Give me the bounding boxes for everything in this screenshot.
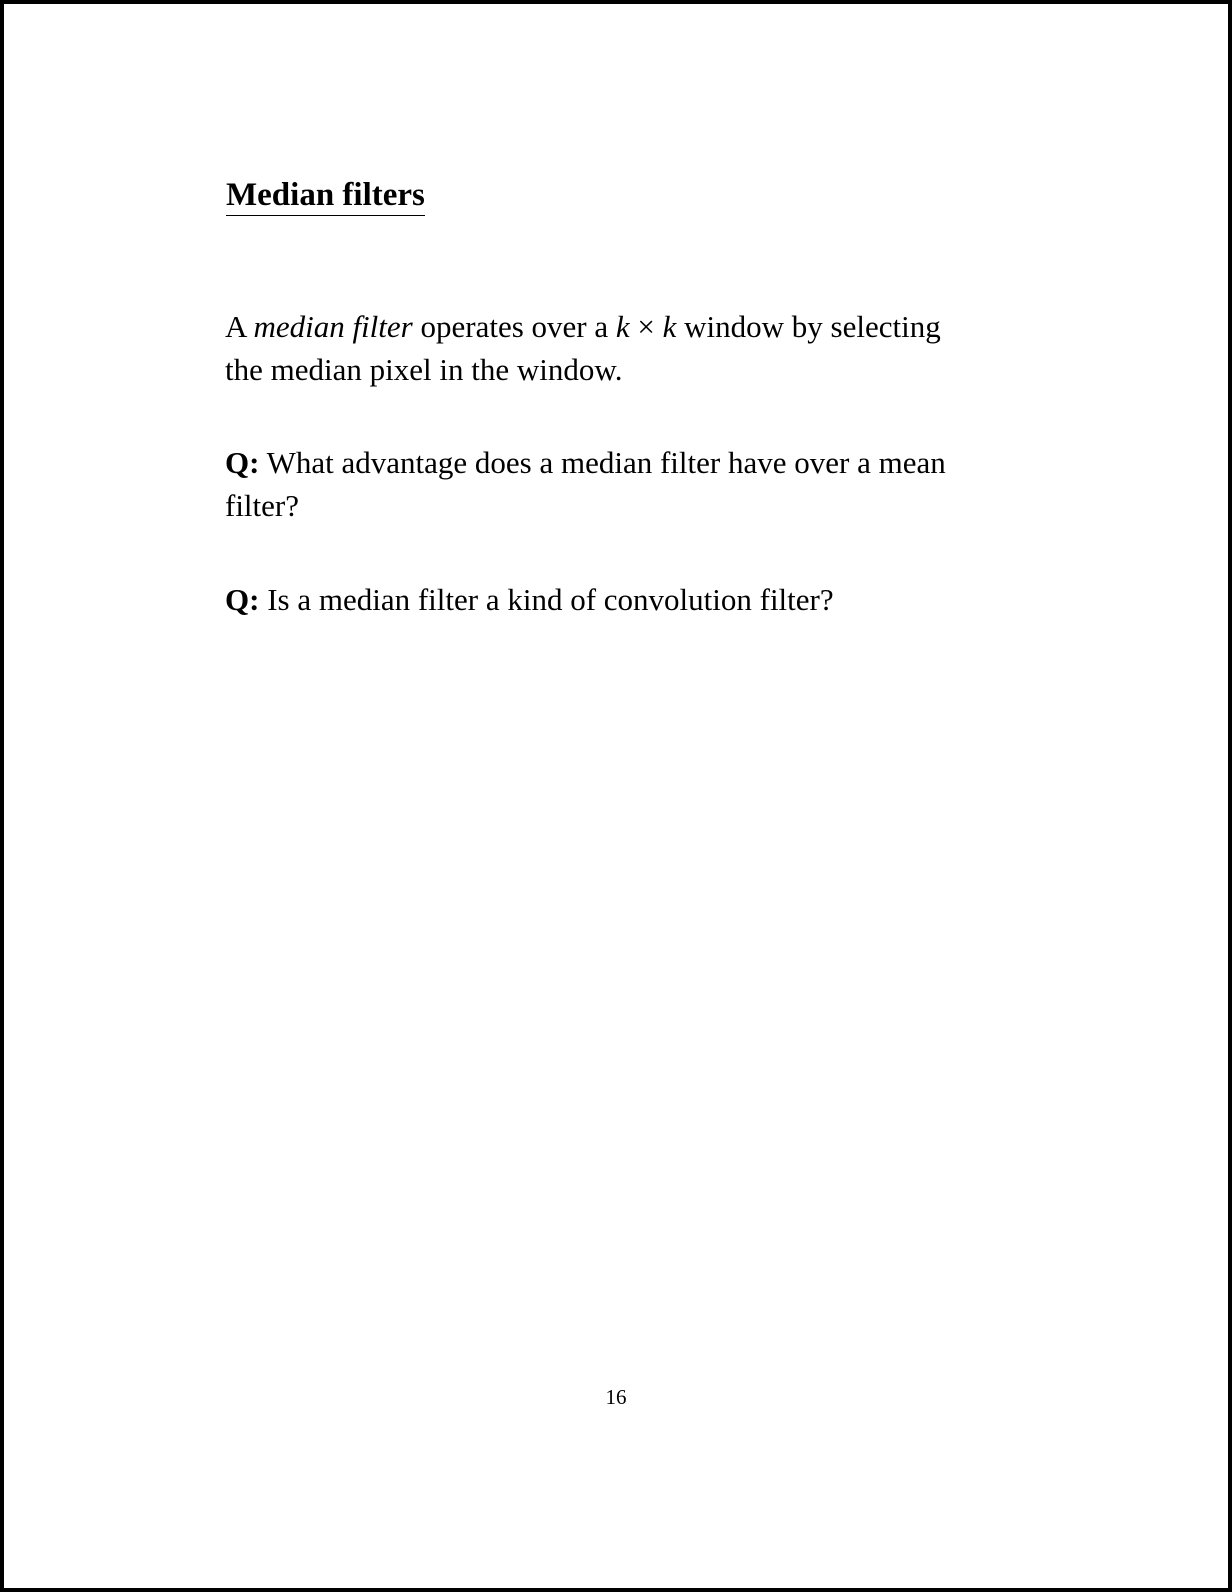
math-variable-k: k xyxy=(615,309,630,344)
question-text: Is a median filter a kind of convolution filter? xyxy=(259,582,834,617)
question-text: What advantage does a median filter have over a mean filter? xyxy=(225,445,946,523)
definition-text-1: operates over a xyxy=(412,309,616,344)
math-variable-k: k xyxy=(662,309,677,344)
question-prefix: Q: xyxy=(225,582,260,617)
definition-lead: A xyxy=(225,309,254,344)
question-1 xyxy=(225,441,985,527)
definition-paragraph xyxy=(225,305,985,391)
math-times-symbol: × xyxy=(629,309,663,344)
question-2 xyxy=(225,578,985,621)
definition-text-2: window by selecting the median pixel in the window. xyxy=(225,309,941,387)
slide-title: Median filters xyxy=(226,175,425,216)
page-number: 16 xyxy=(605,1385,627,1409)
question-prefix: Q: xyxy=(225,445,260,480)
definition-term: median filter xyxy=(253,309,413,344)
